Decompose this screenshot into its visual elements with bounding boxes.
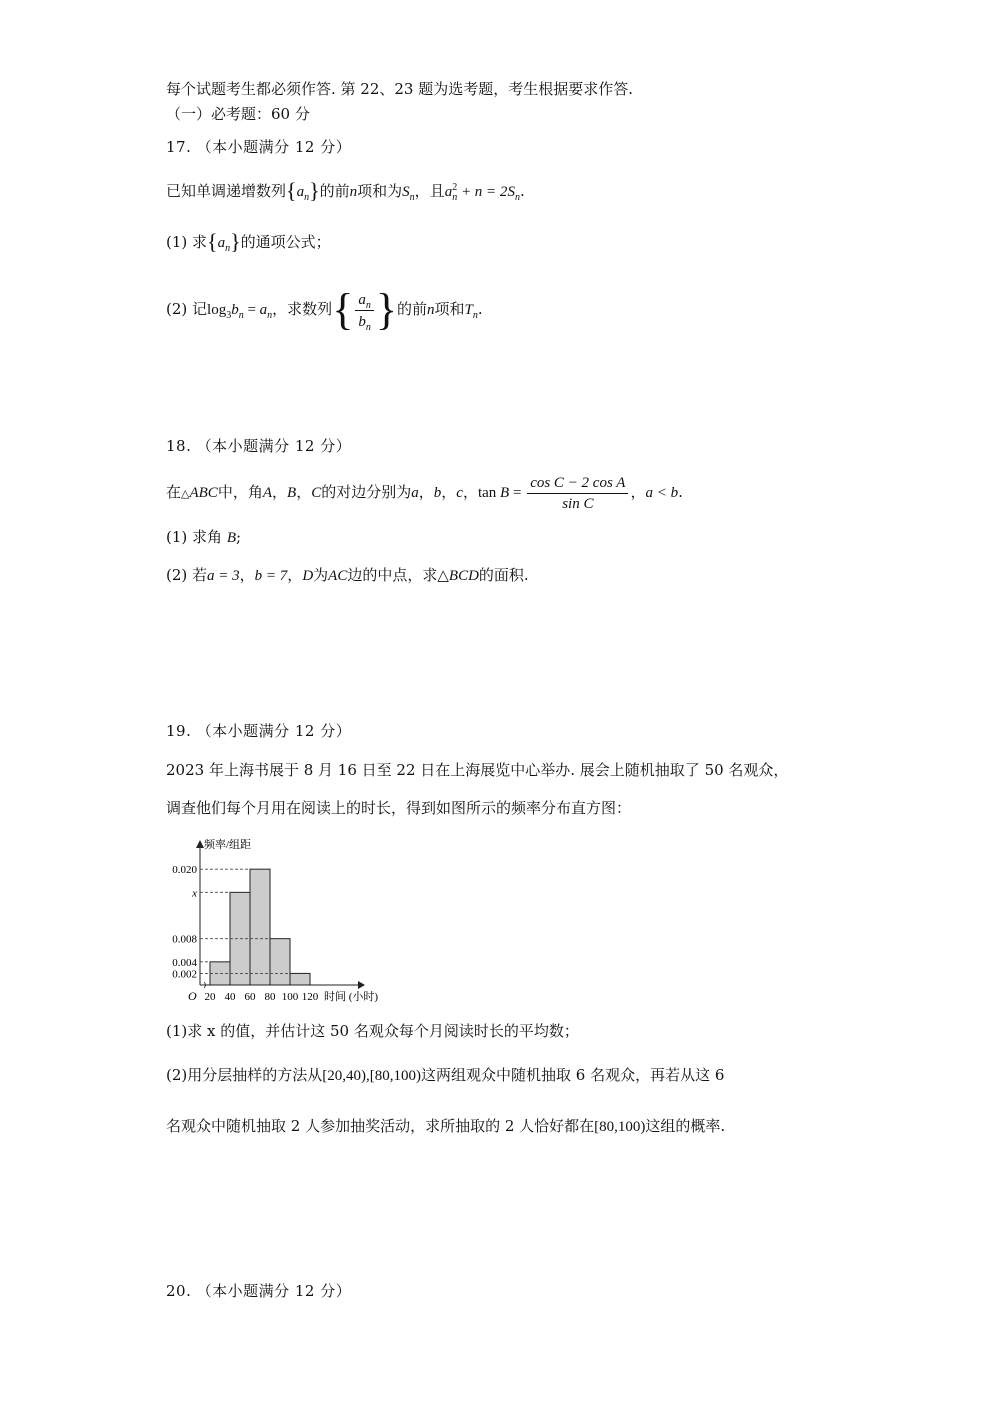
x-axis-label: 时间 (小时) xyxy=(324,991,379,1003)
q17-part2: (2) 记$\log_3b_n = a_n$，求数列{ $\frac{a_n}{b_n}$ }的前n项和$T_n$. xyxy=(166,285,483,334)
x-tick-label: 100 xyxy=(281,991,299,1003)
x-tick-label: 40 xyxy=(224,991,236,1003)
q19-line1: 2023 年上海书展于 8 月 16 日至 22 日在上海展览中心举办. 展会上随机抽取了 50 名观众， xyxy=(166,761,789,779)
q17-heading: 17. （本小题满分 12 分） xyxy=(166,138,352,156)
histogram-svg xyxy=(160,830,410,1010)
histogram-bar xyxy=(270,939,290,985)
q17-stem: 已知单调递增数列$\{a_n\}$的前n项和为$S_n$，且$a^2_n + n = 2S_n$. xyxy=(166,178,525,203)
x-tick-label: 60 xyxy=(244,991,256,1003)
histogram-bar xyxy=(290,973,310,985)
q17-fraction: $\frac{a_n}{b_n}$ xyxy=(355,289,374,332)
frequency-histogram xyxy=(160,830,410,1014)
y-tick-label: 0.002 xyxy=(172,968,197,981)
q20-heading: 20. （本小题满分 12 分） xyxy=(166,1282,352,1300)
y-tick-label: 0.008 xyxy=(172,933,197,946)
y-tick-label: 0.020 xyxy=(172,864,197,877)
q19-heading: 19. （本小题满分 12 分） xyxy=(166,722,352,740)
y-tick-label: 0.004 xyxy=(172,956,197,969)
histogram-bar xyxy=(250,869,270,985)
q18-part2: (2) 若a = 3，b = 7，D为AC边的中点，求△BCD的面积. xyxy=(166,566,529,584)
q19-part2: (2)用分层抽样的方法从[20,40),[80,100)这两组观众中随机抽取 6 名观众，再若从这 6 xyxy=(166,1066,725,1084)
y-axis-label: 频率/组距 xyxy=(204,839,252,851)
q17-part1: (1) 求$\{a_n\}$的通项公式； xyxy=(166,229,331,254)
x-tick-label: 20 xyxy=(204,991,216,1003)
q19-part1: (1)求 x 的值，并估计这 50 名观众每个月阅读时长的平均数； xyxy=(166,1022,579,1040)
x-axis-arrow xyxy=(358,981,365,989)
q18-fraction: $\frac{\text{cos C − 2 cos A}}{\text{sin C}}$ xyxy=(527,473,628,514)
q18-part1: (1) 求角 B; xyxy=(166,528,242,546)
section-heading: （一）必考题：60 分 xyxy=(166,105,310,123)
y-axis-arrow xyxy=(196,840,204,848)
y-tick-label: x xyxy=(192,887,197,900)
x-tick-label: 80 xyxy=(264,991,276,1003)
origin-label: O xyxy=(188,989,197,1003)
q18-stem: 在△ABC中，角A，B，C的对边分别为a，b，c，tan B = $\frac{\text{cos C − 2 cos A}}{\text{sin C}}$ ，a < b. xyxy=(166,474,683,512)
q19-line2: 调查他们每个月用在阅读上的时长，得到如图所示的频率分布直方图： xyxy=(166,799,632,817)
q18-heading: 18. （本小题满分 12 分） xyxy=(166,437,352,455)
q19-part2-cont: 名观众中随机抽取 2 人参加抽奖活动，求所抽取的 2 人恰好都在[80,100)这组的概率. xyxy=(166,1117,726,1135)
x-tick-label: 120 xyxy=(301,991,319,1003)
instructions-text: 每个试题考生都必须作答. 第 22、23 题为选考题，考生根据要求作答. xyxy=(166,80,634,98)
